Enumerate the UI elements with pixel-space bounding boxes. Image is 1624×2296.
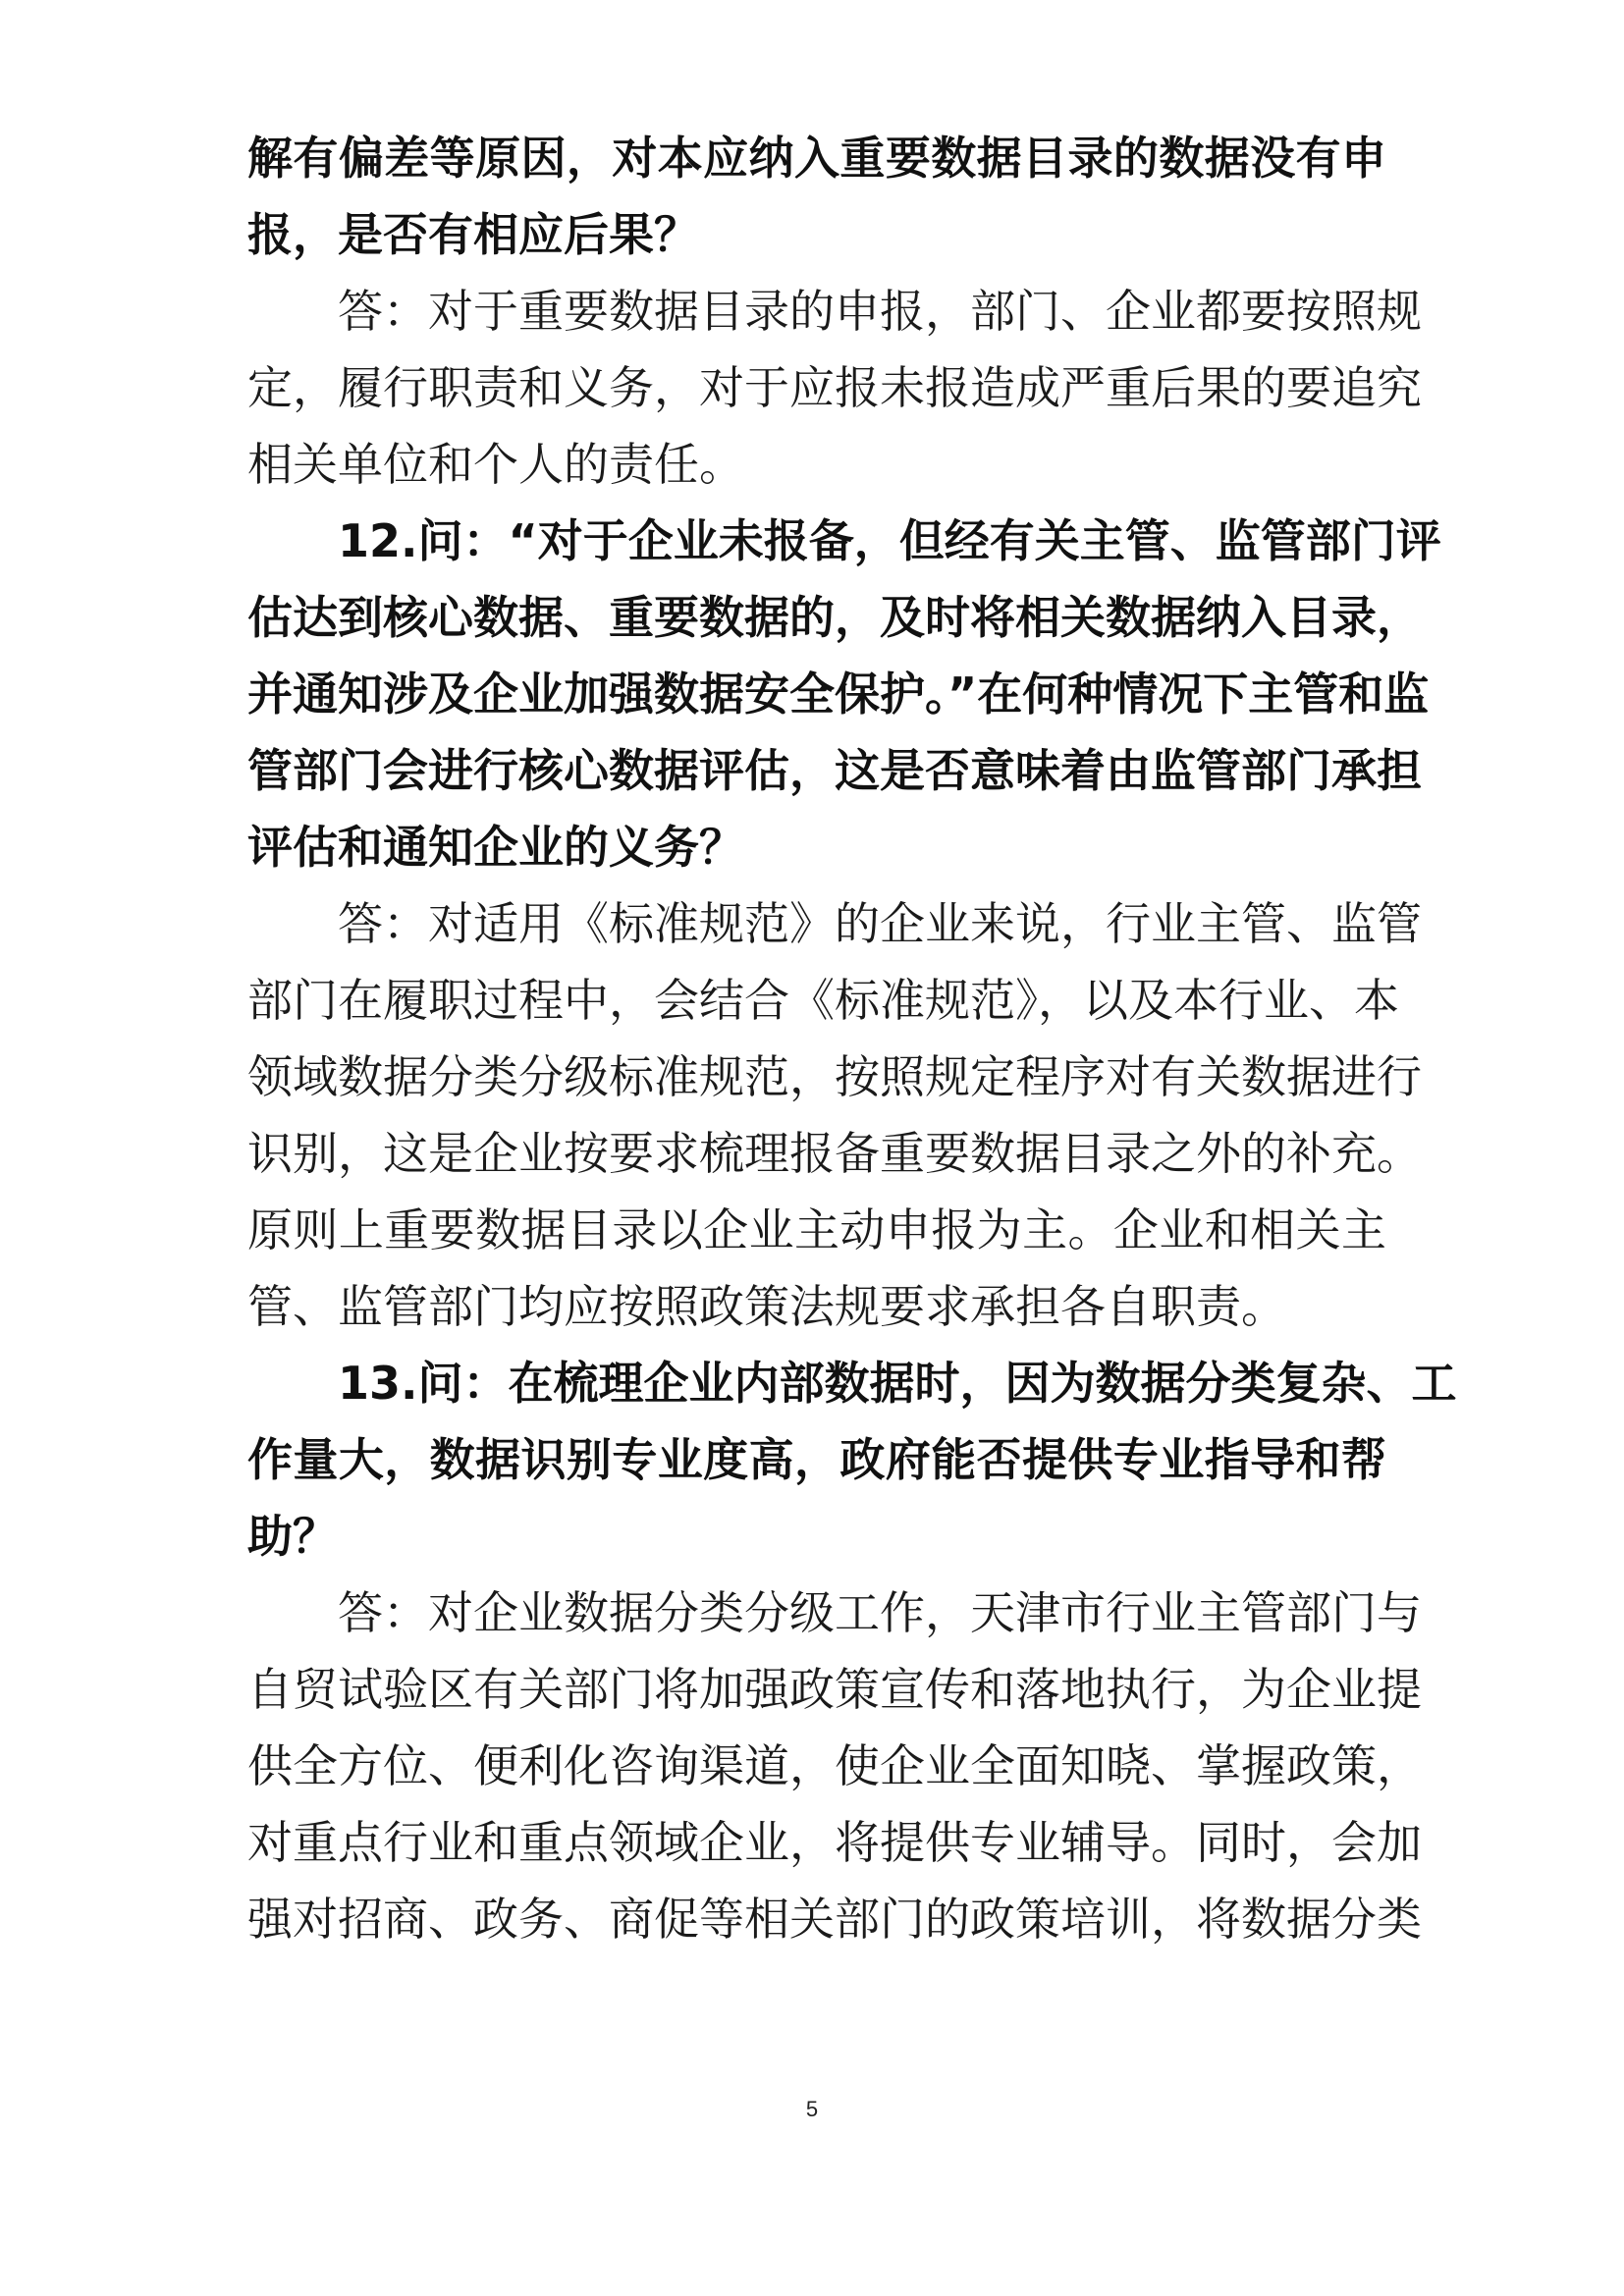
text-line: 识别，这是企业按要求梳理报备重要数据目录之外的补充。 — [247, 1127, 1422, 1180]
text-line: 管、监管部门均应按照政策法规要求承担各自职责。 — [247, 1280, 1286, 1333]
text-line: 报，是否有相应后果？ — [247, 208, 699, 261]
text-line: 相关单位和个人的责任。 — [247, 438, 744, 491]
text-line: 评估和通知企业的义务？ — [247, 821, 744, 874]
text-line: 对重点行业和重点领域企业，将提供专业辅导。同时，会加 — [247, 1816, 1422, 1869]
text-line: 答：对于重要数据目录的申报，部门、企业都要按照规 — [338, 285, 1422, 338]
text-line: 答：对适用《标准规范》的企业来说，行业主管、监管 — [338, 897, 1422, 950]
text-line: 管部门会进行核心数据评估，这是否意味着由监管部门承担 — [247, 744, 1422, 797]
text-line: 强对招商、政务、商促等相关部门的政策培训，将数据分类 — [247, 1893, 1422, 1946]
text-line: 估达到核心数据、重要数据的，及时将相关数据纳入目录， — [247, 591, 1422, 644]
text-line: 原则上重要数据目录以企业主动申报为主。企业和相关主 — [247, 1203, 1386, 1256]
text-line: 部门在履职过程中，会结合《标准规范》，以及本行业、本 — [247, 974, 1399, 1027]
text-line: 定，履行职责和义务，对于应报未报造成严重后果的要追究 — [247, 361, 1422, 414]
text-line: 12.问：“对于企业未报备，但经有关主管、监管部门评 — [338, 514, 1441, 567]
text-line: 助？ — [247, 1510, 338, 1563]
text-line: 自贸试验区有关部门将加强政策宣传和落地执行，为企业提 — [247, 1663, 1422, 1716]
text-line: 并通知涉及企业加强数据安全保护。”在何种情况下主管和监 — [247, 667, 1430, 721]
text-line: 解有偏差等原因，对本应纳入重要数据目录的数据没有申 — [247, 132, 1386, 185]
text-line: 领域数据分类分级标准规范，按照规定程序对有关数据进行 — [247, 1050, 1422, 1103]
page-number: 5 — [805, 2097, 819, 2121]
text-line: 作量大，数据识别专业度高，政府能否提供专业指导和帮 — [247, 1433, 1386, 1486]
text-line: 供全方位、便利化咨询渠道，使企业全面知晓、掌握政策， — [247, 1739, 1422, 1792]
text-line: 13.问：在梳理企业内部数据时，因为数据分类复杂、工 — [338, 1357, 1457, 1410]
text-line: 答：对企业数据分类分级工作，天津市行业主管部门与 — [338, 1586, 1422, 1639]
